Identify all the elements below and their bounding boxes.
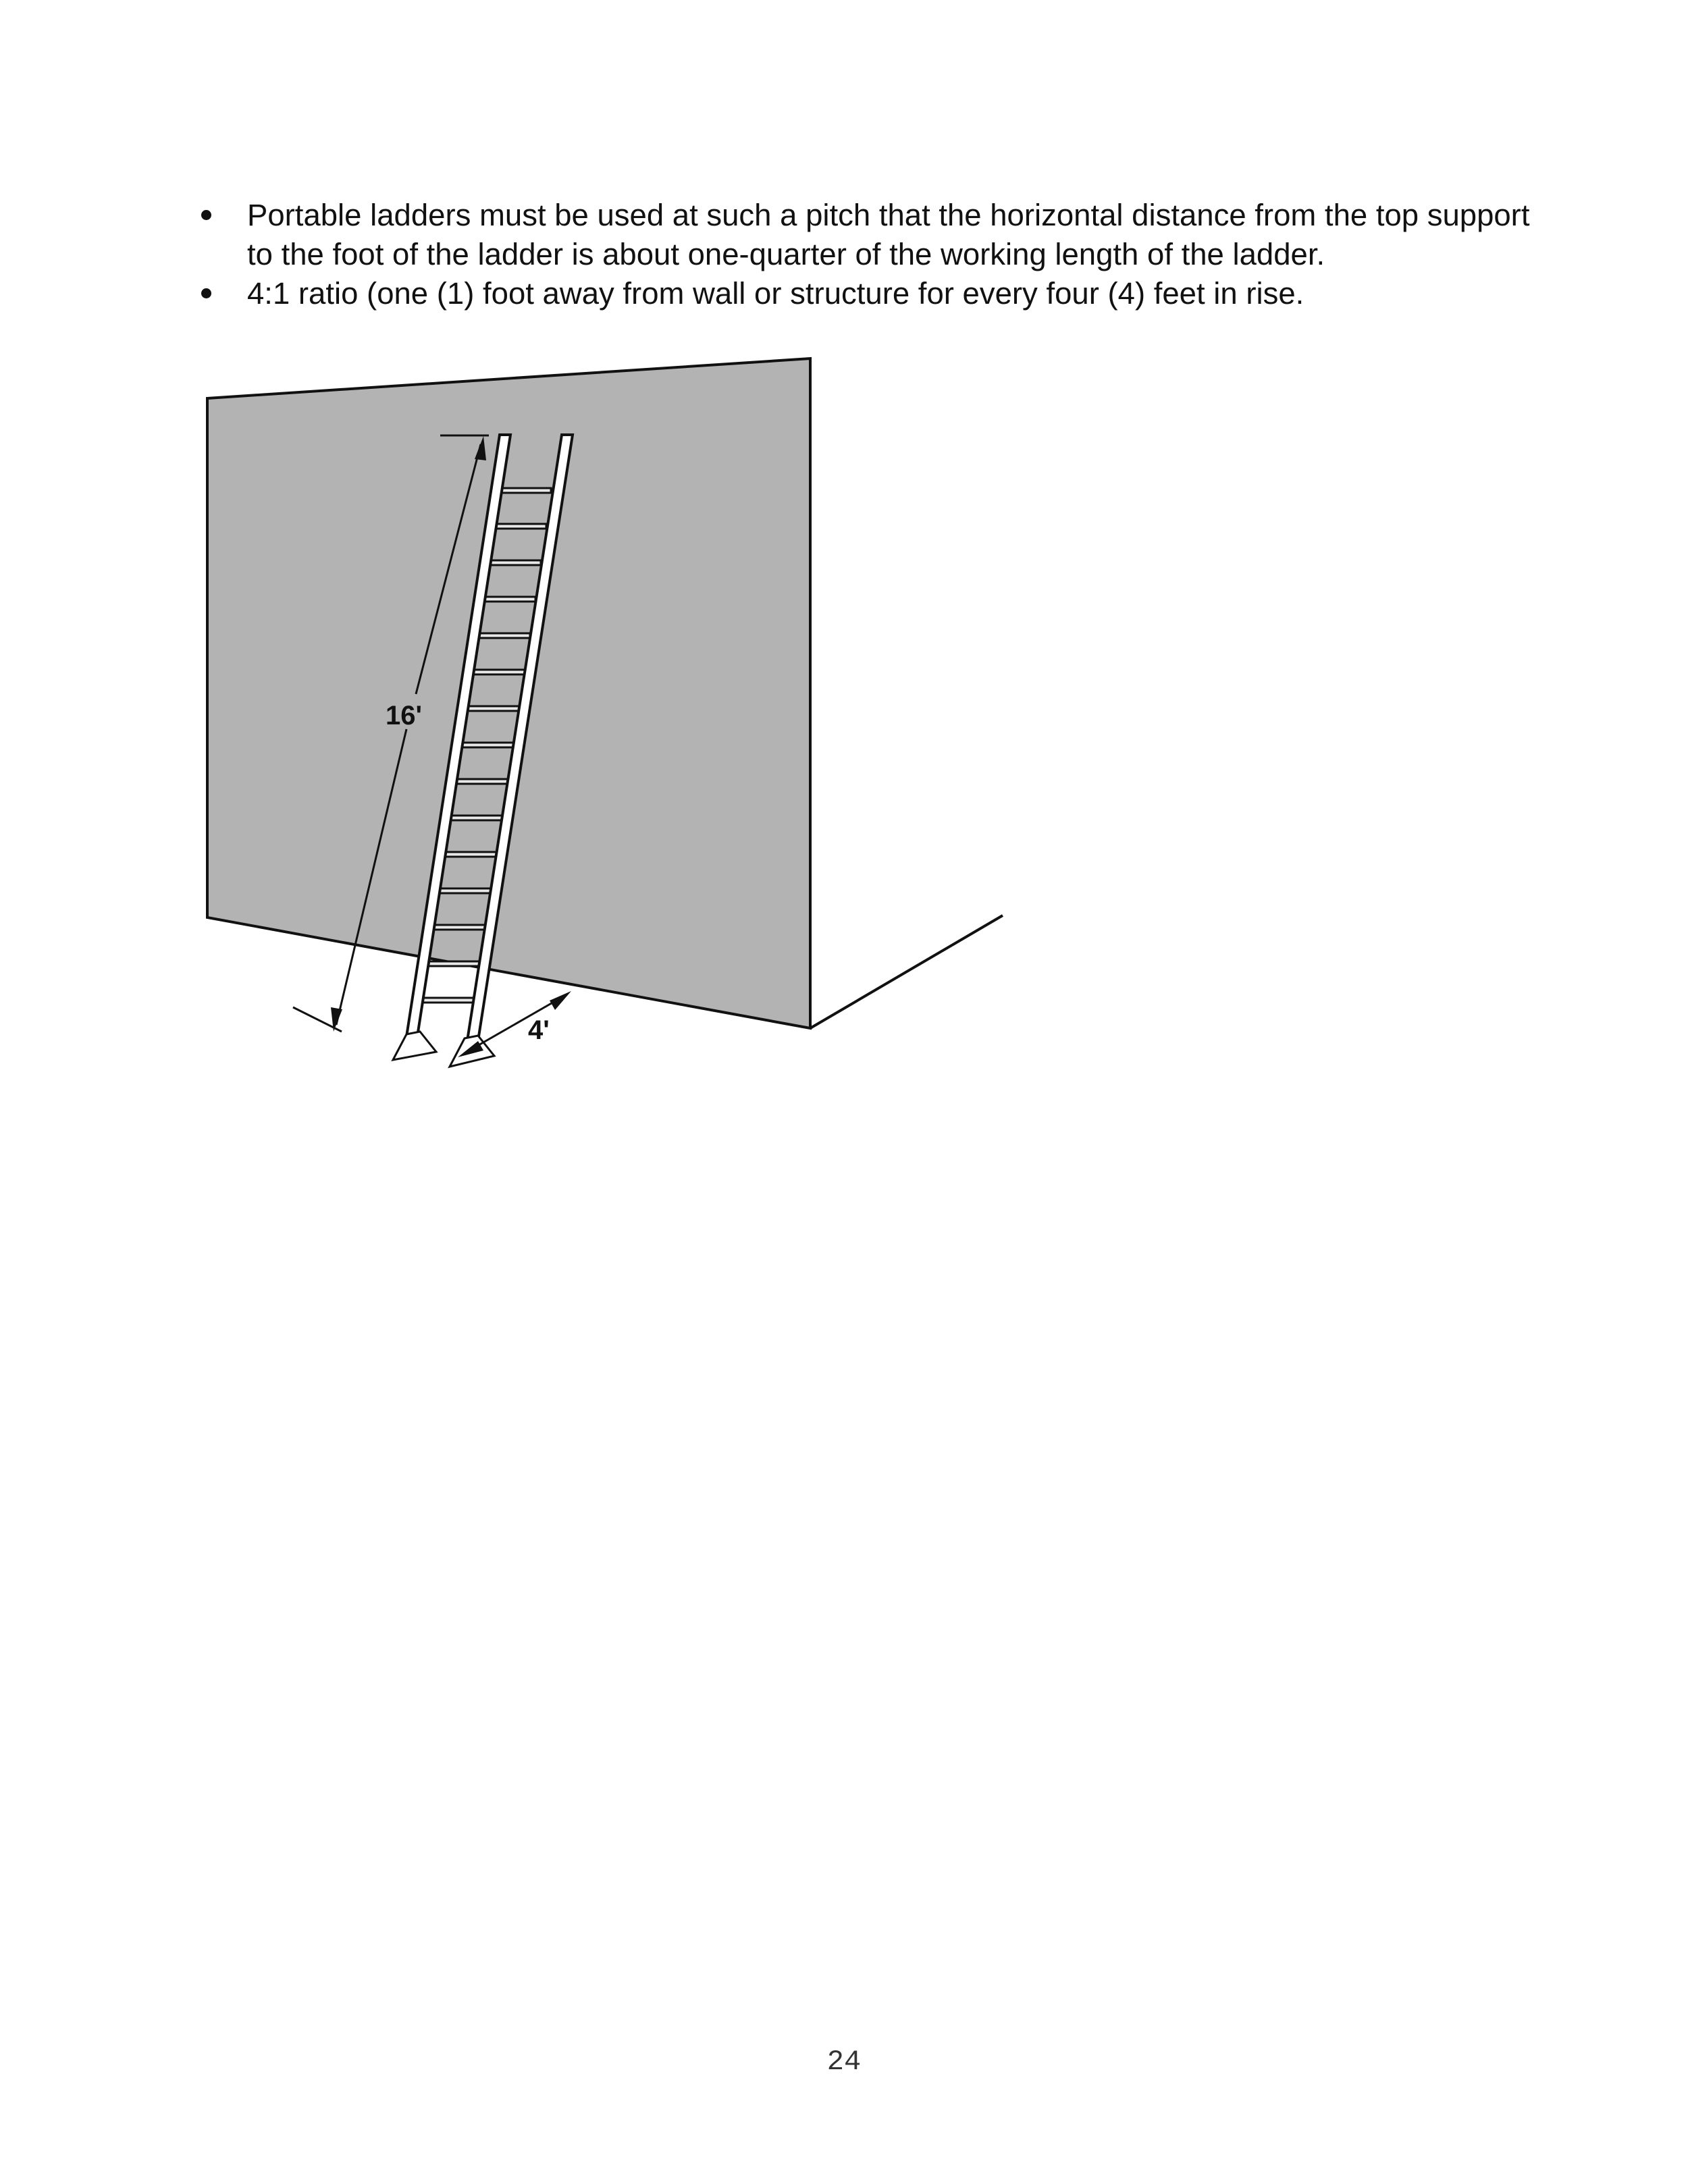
bullet-list (194, 196, 1545, 313)
length-dimension-label: 16' (386, 701, 423, 730)
wall-panel (207, 358, 810, 1028)
distance-dimension-label: 4' (528, 1015, 550, 1045)
bullet-dot-icon (201, 288, 211, 298)
ladder-left-foot (393, 1032, 436, 1060)
distance-arrow-right-icon (550, 991, 571, 1010)
floor-edge-line (810, 915, 1003, 1028)
bullet-dot-icon (201, 210, 211, 220)
ladder-illustration (189, 351, 1026, 1080)
bullet-text-pitch: Portable ladders must be used at such a pitch that the horizontal distance from the top support to the foot of the ladder is about one-quarter of the working length of the ladder. (247, 198, 1530, 271)
page-number: 24 (826, 2046, 862, 2078)
bullet-item-ratio (194, 274, 1545, 313)
bullet-text-ratio: 4:1 ratio (one (1) foot away from wall or structure for every four (4) feet in rise. (247, 276, 1304, 311)
bullet-item-pitch (194, 196, 1545, 274)
